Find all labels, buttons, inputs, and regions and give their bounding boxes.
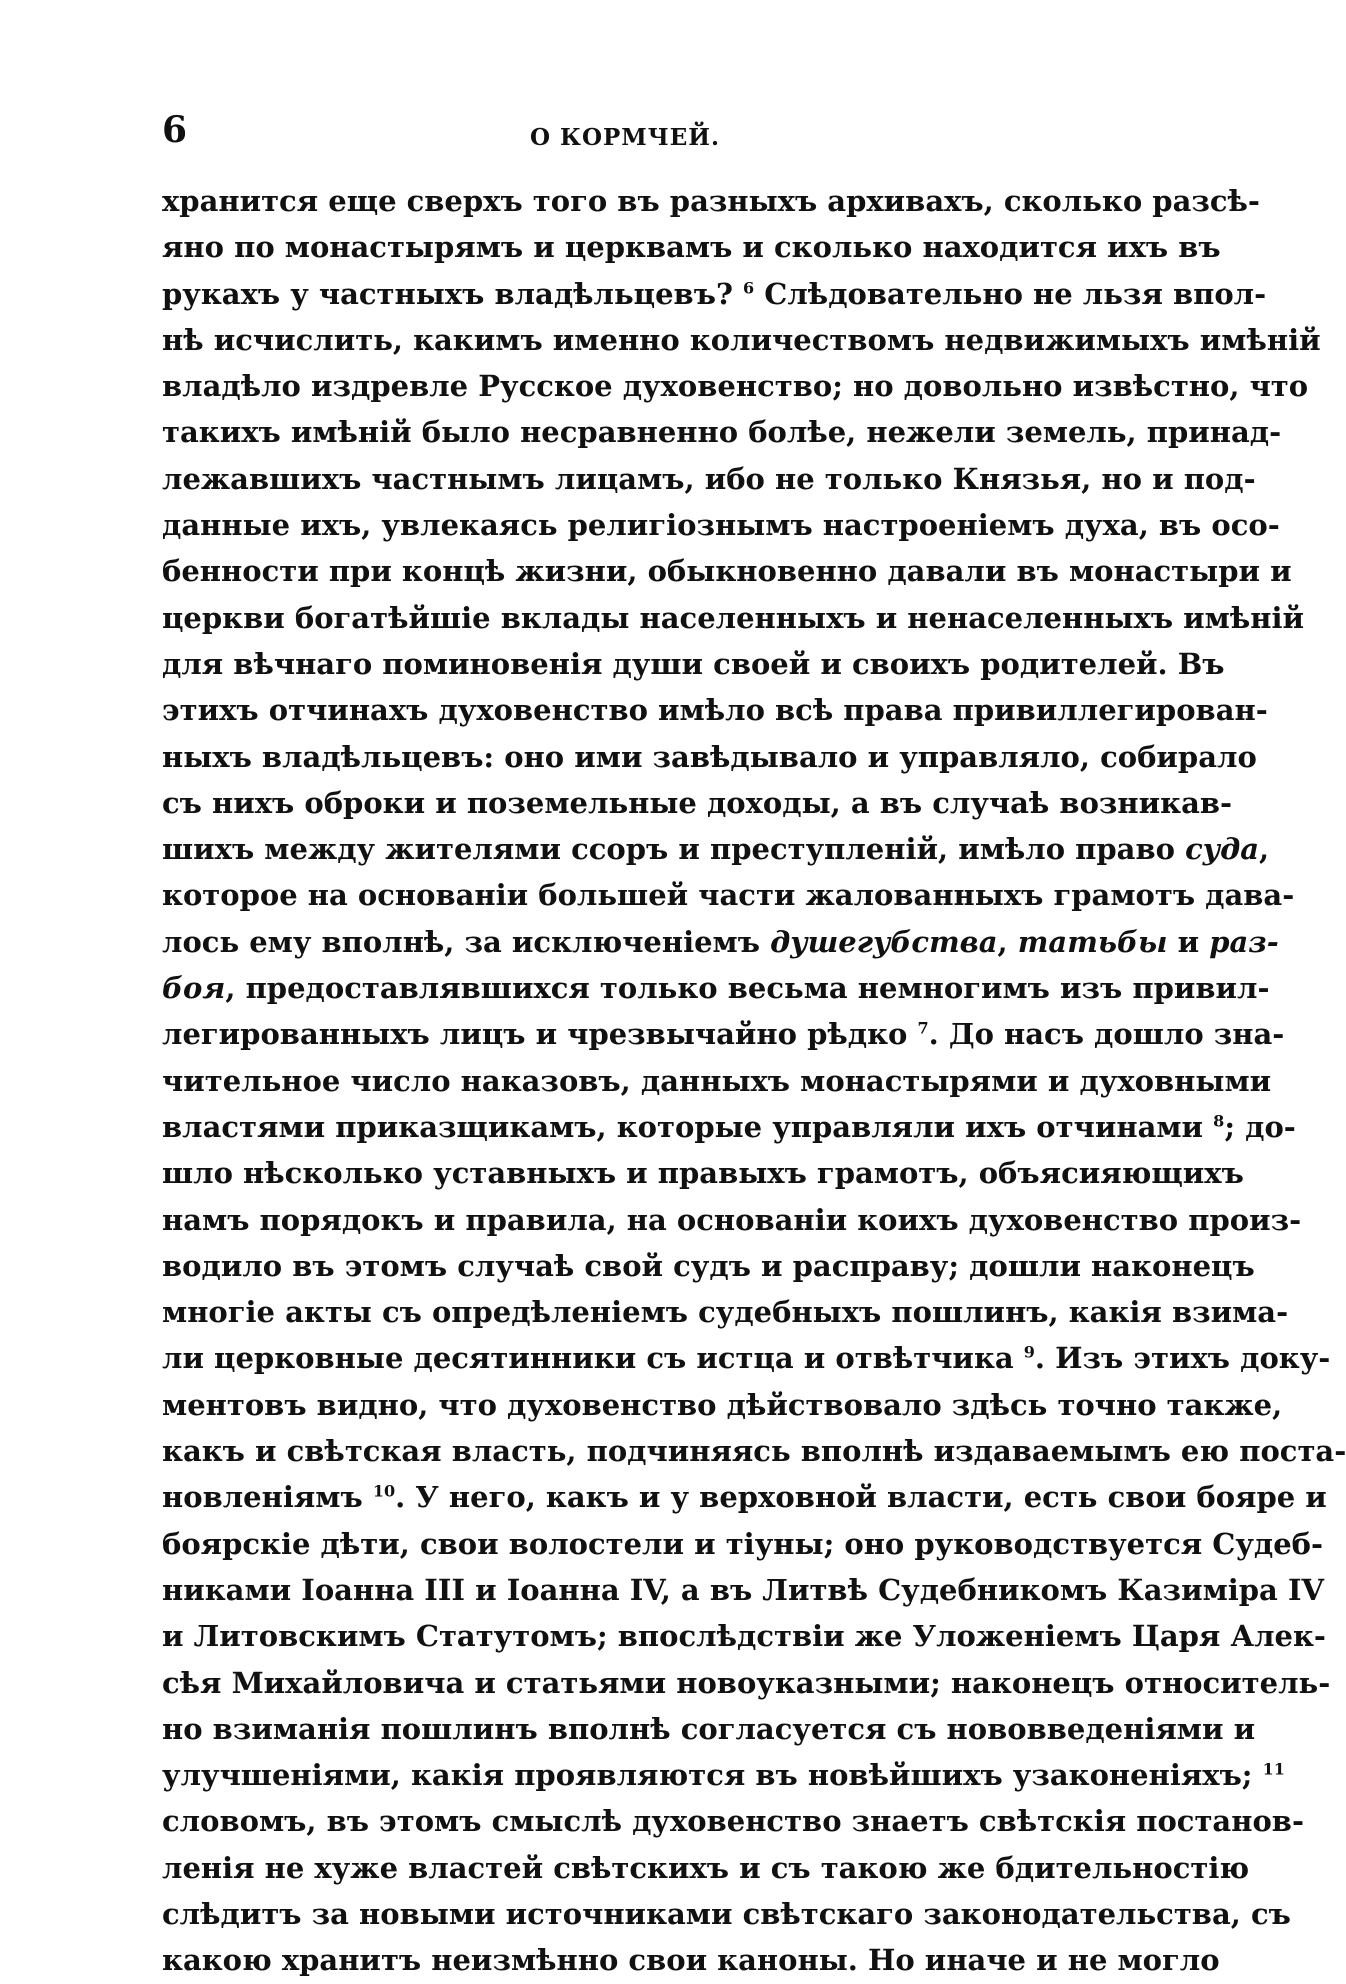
text-segment: улучшеніями, какія проявляются въ новѣйшихъ узаконеніяхъ;	[162, 1758, 1263, 1793]
text-line	[162, 409, 1282, 455]
footnote-marker: 9	[1023, 1342, 1035, 1362]
text-segment: ли церковные десятинники съ истца и отвѣтчика	[162, 1341, 1024, 1376]
text-line	[162, 687, 1268, 733]
text-line	[162, 224, 1221, 270]
footnote-marker: 10	[372, 1481, 396, 1501]
text-segment: , предоставлявшихся только весьма немногимъ изъ привил-	[225, 971, 1270, 1006]
text-line	[162, 919, 1279, 965]
text-segment: ; до-	[1224, 1109, 1296, 1144]
italic-term: татьбы	[1017, 924, 1168, 959]
text-line	[162, 502, 1280, 548]
text-segment: данные ихъ, увлекаясь религіознымъ настроеніемъ духа, въ осо-	[162, 508, 1280, 543]
text-segment: ныхъ владѣльцевъ: оно ими завѣдывало и управляло, собирало	[162, 739, 1257, 774]
text-segment: но взиманія пошлинъ вполнѣ согласуется съ нововведеніями и	[162, 1711, 1256, 1746]
text-line	[162, 1567, 1325, 1613]
text-line	[162, 1706, 1256, 1752]
text-segment: никами Іоанна III и Іоанна IV, а въ Литвѣ Судебникомъ Казиміра IV	[162, 1572, 1325, 1607]
footnote-marker: 7	[917, 1018, 929, 1038]
text-segment: слѣдитъ за новыми источниками свѣтскаго законодательства, съ	[162, 1896, 1291, 1931]
text-segment: лось ему вполнѣ, за исключеніемъ	[162, 924, 771, 959]
text-line	[162, 1613, 1326, 1659]
text-segment: этихъ отчинахъ духовенство имѣло всѣ права привиллегирован-	[162, 693, 1268, 728]
text-line	[162, 271, 1267, 317]
text-segment: и	[1167, 924, 1210, 959]
text-line	[162, 1660, 1331, 1706]
text-segment: нѣ исчислить, какимъ именно количествомъ недвижимыхъ имѣній	[162, 322, 1321, 357]
text-segment: которое на основаніи большей части жалованныхъ грамотъ дава-	[162, 878, 1295, 913]
text-segment: боярскіе дѣти, свои волостели и тіуны; оно руководствуется Судеб-	[162, 1526, 1324, 1561]
text-segment: намъ порядокъ и правила, на основаніи коихъ духовенство произ-	[162, 1202, 1302, 1237]
italic-term: боя	[162, 971, 226, 1006]
text-line	[162, 1382, 1283, 1428]
text-line	[162, 1845, 1250, 1891]
text-line	[162, 1104, 1296, 1150]
text-line	[162, 1937, 1220, 1983]
text-line	[162, 1289, 1289, 1335]
text-segment: . Изъ этихъ доку-	[1034, 1341, 1331, 1376]
text-segment: какою хранитъ неизмѣнно свои каноны. Но иначе и не могло	[162, 1943, 1220, 1978]
text-segment: и Литовскимъ Статутомъ; впослѣдствіи же Уложеніемъ Царя Алек-	[162, 1619, 1326, 1654]
text-segment: бенности при концѣ жизни, обыкновенно давали въ монастыри и	[162, 554, 1292, 589]
footnote-marker: 6	[743, 277, 755, 297]
text-line	[162, 1197, 1302, 1243]
footnote-marker: 8	[1213, 1111, 1225, 1131]
text-segment: рукахъ у частныхъ владѣльцевъ?	[162, 276, 744, 311]
text-segment: сѣя Михайловича и статьями новоуказными; наконецъ относитель-	[162, 1665, 1331, 1700]
italic-term: раз-	[1209, 924, 1279, 959]
text-segment: съ нихъ оброки и поземельные доходы, а въ случаѣ возникав-	[162, 785, 1233, 820]
text-line	[162, 1243, 1255, 1289]
text-line	[162, 1058, 1272, 1104]
text-line	[162, 595, 1305, 641]
text-line	[162, 826, 1270, 872]
text-segment: многіе акты съ опредѣленіемъ судебныхъ пошлинъ, какія взима-	[162, 1295, 1289, 1330]
text-segment: легированныхъ лицъ и чрезвычайно рѣдко	[162, 1017, 918, 1052]
running-title: О КОРМЧЕЙ.	[529, 124, 721, 151]
text-segment: хранится еще сверхъ того въ разныхъ архивахъ, сколько разсѣ-	[162, 184, 1260, 218]
text-segment: владѣло издревле Русское духовенство; но довольно извѣстно, что	[162, 369, 1309, 404]
text-segment: ,	[997, 924, 1018, 959]
footnote-marker: 11	[1262, 1759, 1285, 1779]
text-line	[162, 1150, 1244, 1196]
text-segment: словомъ, въ этомъ смыслѣ духовенство знаетъ свѣтскія постанов-	[162, 1804, 1304, 1839]
text-segment: ,	[1259, 832, 1270, 867]
text-line	[162, 1474, 1327, 1520]
text-line	[162, 780, 1233, 826]
text-line	[162, 178, 1260, 224]
text-segment: шло нѣсколько уставныхъ и правыхъ грамотъ, объясияющихъ	[162, 1156, 1244, 1191]
text-segment: ментовъ видно, что духовенство дѣйствовало здѣсь точно также,	[162, 1387, 1283, 1422]
text-segment: такихъ имѣній было несравненно болѣе, нежели земель, принад-	[162, 415, 1282, 450]
text-line	[162, 456, 1256, 502]
text-line	[162, 1752, 1285, 1798]
text-segment: Слѣдовательно не льзя впол-	[754, 276, 1267, 311]
text-segment: шихъ между жителями ссоръ и преступленій, имѣло право	[162, 832, 1186, 867]
text-segment: церкви богатѣйшіе вклады населенныхъ и ненаселенныхъ имѣній	[162, 600, 1305, 635]
text-segment: водило въ этомъ случаѣ свой судъ и расправу; дошли наконецъ	[162, 1248, 1255, 1283]
text-line	[162, 548, 1292, 594]
text-segment: чительное число наказовъ, данныхъ монастырями и духовными	[162, 1063, 1272, 1098]
text-line	[162, 1011, 1285, 1057]
text-line	[162, 734, 1257, 780]
body-text	[162, 178, 1346, 1984]
text-line	[162, 1798, 1304, 1844]
page-number: 6	[162, 109, 188, 151]
text-line	[162, 1428, 1346, 1474]
italic-term: суда	[1185, 832, 1260, 867]
text-line	[162, 872, 1295, 918]
text-segment: какъ и свѣтская власть, подчиняясь вполнѣ издаваемымъ ею поста-	[162, 1434, 1346, 1469]
text-line	[162, 317, 1321, 363]
text-segment: . До насъ дошло зна-	[928, 1017, 1285, 1052]
text-line	[162, 1521, 1324, 1567]
text-segment: яно по монастырямъ и церквамъ и сколько находится ихъ въ	[162, 230, 1221, 265]
italic-term: душегубства	[770, 924, 998, 959]
text-segment: . У него, какъ и у верховной власти, есть свои бояре и	[395, 1480, 1327, 1515]
text-segment: новленіямъ	[162, 1480, 373, 1515]
text-line	[162, 1891, 1291, 1937]
text-segment: ленія не хуже властей свѣтскихъ и съ такою же бдительностію	[162, 1850, 1250, 1885]
text-line	[162, 363, 1309, 409]
text-line	[162, 965, 1270, 1011]
text-segment: властями приказщикамъ, которые управляли ихъ отчинами	[162, 1109, 1214, 1144]
text-segment: лежавшихъ частнымъ лицамъ, ибо не только Князья, но и под-	[162, 461, 1256, 496]
text-line	[162, 641, 1225, 687]
text-segment: для вѣчнаго поминовенія души своей и своихъ родителей. Въ	[162, 646, 1225, 681]
text-line	[162, 1335, 1331, 1381]
